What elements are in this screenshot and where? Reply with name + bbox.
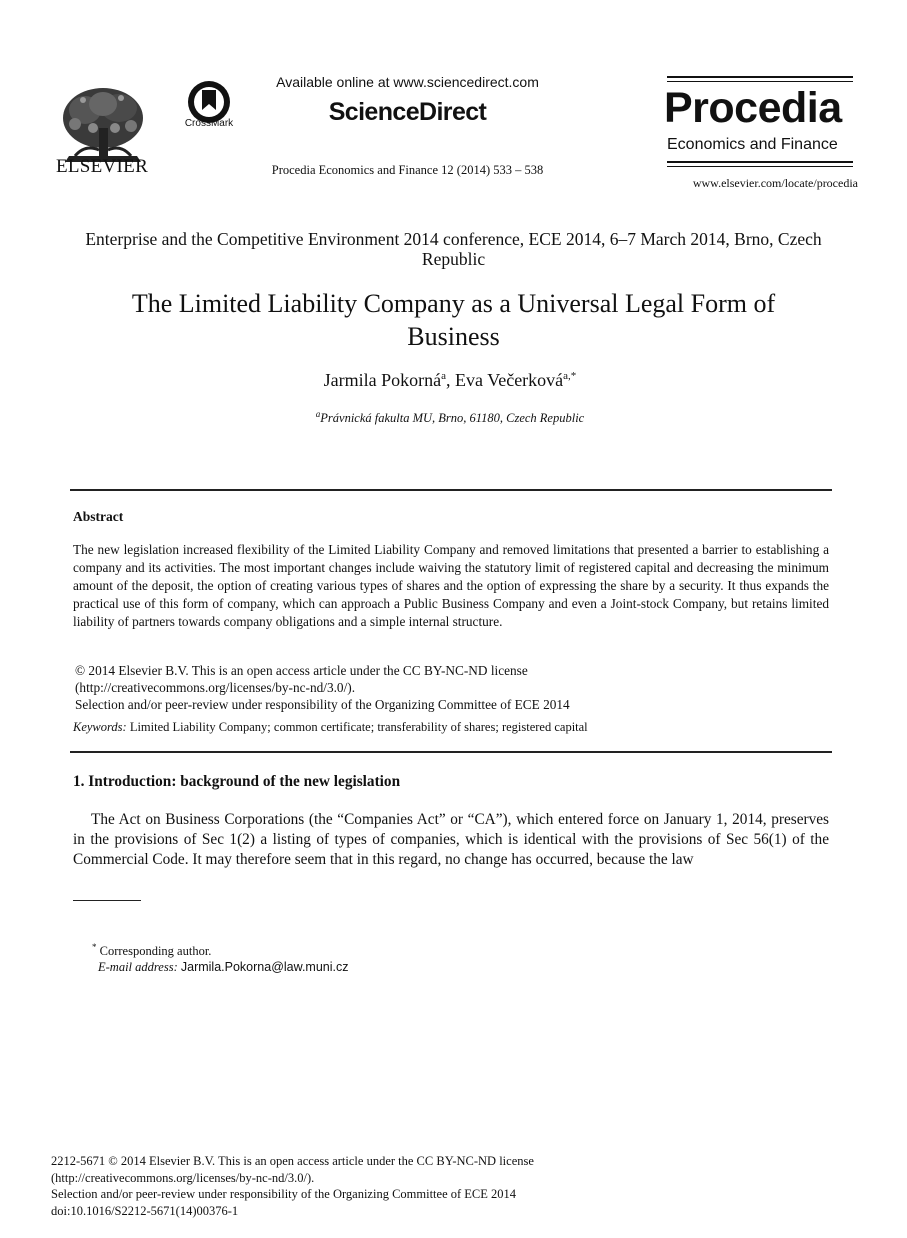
copyright-line: © 2014 Elsevier B.V. This is an open access article under the CC BY-NC-ND license — [75, 663, 528, 678]
author-name: Jarmila Pokorná — [323, 370, 442, 390]
copyright-line: Selection and/or peer-review under responsibility of the Organizing Committee of ECE 2014 — [75, 697, 570, 712]
footnote-corresponding — [92, 942, 211, 959]
email-label: E-mail address: — [98, 960, 178, 974]
bottom-license-block — [51, 1153, 851, 1219]
publisher-name: ELSEVIER — [55, 156, 149, 177]
doi-line[interactable]: doi:10.1016/S2212-5671(14)00376-1 — [51, 1203, 239, 1218]
keywords-label: Keywords: — [73, 720, 127, 734]
conference-name: Enterprise and the Competitive Environment 2014 conference, ECE 2014, 6–7 March 2014, Brno, Czech Republic — [85, 229, 822, 269]
procedia-subtitle: Economics and Finance — [667, 136, 838, 153]
section-divider — [70, 489, 832, 491]
abstract-body: The new legislation increased flexibility of the Limited Liability Company and removed limitations that presented a barrier to establishing a company and its activities. The most important changes include waiving the statutory limit of registered capital and decreasing the minimum amount of the deposit, the option of creating various types of shares and the option of expressing the share by a security. It thus expands the practical use of this form of company, which can approach a Public Business Company and even a Joint-stock Company, but retains limited liability of partners towards company obligations and a simple internal structure. — [73, 542, 829, 629]
author-name: Eva Večerková — [455, 370, 564, 390]
keywords — [73, 720, 829, 735]
license-link[interactable]: (http://creativecommons.org/licenses/by-nc-nd/3.0/). — [51, 1170, 315, 1185]
procedia-rule — [667, 166, 853, 167]
license-link[interactable]: (http://creativecommons.org/licenses/by-nc-nd/3.0/). — [75, 680, 356, 695]
footnote-email — [98, 960, 348, 975]
issn-line: 2212-5671 © 2014 Elsevier B.V. This is an open access article under the CC BY-NC-ND license — [51, 1154, 534, 1168]
author-list — [150, 370, 750, 391]
procedia-logo: Procedia — [664, 84, 842, 132]
author-separator: , — [446, 370, 456, 390]
procedia-rule — [667, 161, 853, 163]
crossmark-label: CrossMark — [184, 118, 234, 129]
section-heading: 1. Introduction: background of the new legislation — [73, 773, 401, 790]
section-body: The Act on Business Corporations (the “Companies Act” or “CA”), which entered force on January 1, 2014, preserves in the provisions of Sec 1(2) a listing of types of companies, which is identical with the provisions of Sec 56(1) of the Commercial Code. It may therefore seem that in this regard, no change has occurred, because the law — [73, 811, 829, 868]
affiliation — [150, 409, 750, 426]
procedia-rule — [667, 81, 853, 82]
procedia-rule — [667, 76, 853, 78]
available-online-text: Available online at www.sciencedirect.com — [276, 74, 539, 90]
sciencedirect-logo: ScienceDirect — [328, 98, 487, 126]
abstract-heading: Abstract — [73, 509, 124, 524]
affiliation-text: Právnická fakulta MU, Brno, 61180, Czech Republic — [320, 411, 585, 426]
footnote-rule — [73, 900, 141, 901]
affiliation-superscript: a — [315, 409, 321, 419]
paper-title: The Limited Liability Company as a Universal Legal Form of Business — [131, 289, 776, 351]
journal-url-link[interactable]: www.elsevier.com/locate/procedia — [692, 176, 858, 190]
journal-reference: Procedia Economics and Finance 12 (2014) 533 – 538 — [271, 163, 544, 177]
keywords-list: Limited Liability Company; common certificate; transferability of shares; registered capital — [129, 720, 588, 734]
copyright-notice — [75, 662, 831, 713]
footnote-text: Corresponding author. — [99, 944, 212, 959]
footnote-marker: * — [92, 942, 97, 952]
email-link[interactable]: Jarmila.Pokorna@law.muni.cz — [180, 960, 349, 974]
section-divider — [70, 751, 832, 753]
author-superscript: a — [441, 370, 447, 382]
author-superscript: a,* — [563, 370, 577, 382]
peer-review-line: Selection and/or peer-review under responsibility of the Organizing Committee of ECE 2014 — [51, 1187, 517, 1201]
